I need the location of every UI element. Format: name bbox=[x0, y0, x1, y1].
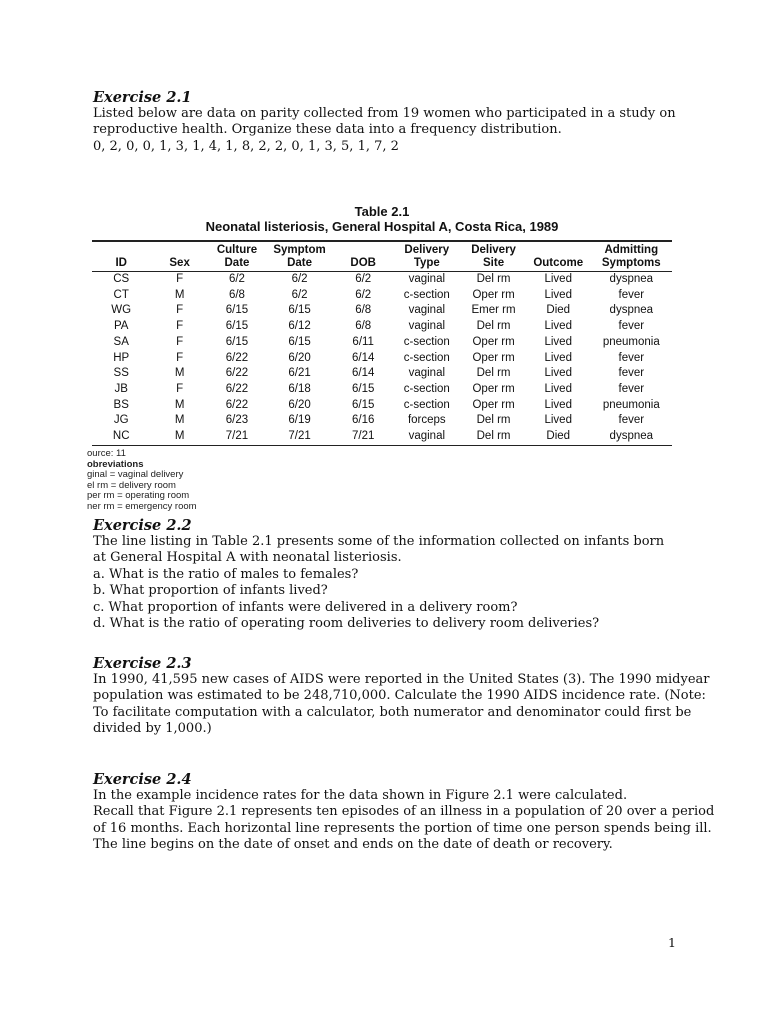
exercise-2-1-line: Listed below are data on parity collected from 19 women who participated in a study on bbox=[93, 106, 676, 121]
cell-culture-date: 6/15 bbox=[225, 304, 249, 317]
cell-sex: F bbox=[176, 273, 184, 285]
table-body bbox=[92, 272, 672, 446]
table-row bbox=[92, 351, 672, 367]
cell-dob: 6/11 bbox=[352, 335, 374, 348]
exercise-2-3-heading: Exercise 2.3 bbox=[93, 655, 192, 672]
cell-dob: 6/8 bbox=[355, 320, 372, 333]
exercise-2-1 bbox=[93, 89, 693, 155]
column-header-culture-date: Culture Date bbox=[216, 244, 258, 269]
cell-id: NC bbox=[112, 430, 130, 443]
question-a: a. What is the ratio of males to females? bbox=[93, 566, 359, 582]
cell-dob: 6/2 bbox=[355, 273, 372, 285]
cell-culture-date: 6/23 bbox=[225, 414, 249, 427]
cell-dob: 6/15 bbox=[351, 382, 375, 395]
cell-delivery-site: Oper rm bbox=[472, 351, 515, 364]
cell-sex: F bbox=[176, 382, 184, 395]
cell-sex: F bbox=[176, 351, 184, 364]
column-header-id: ID bbox=[115, 257, 127, 269]
cell-admitting-symptoms: dyspnea bbox=[609, 430, 654, 443]
column-header-delivery-site: Delivery Site bbox=[471, 244, 516, 269]
exercise-2-3-line: To facilitate computation with a calculator, both numerator and denominator could first be bbox=[93, 704, 692, 720]
cell-id: CT bbox=[113, 288, 129, 301]
exercise-2-3-line: divided by 1,000.) bbox=[93, 721, 212, 737]
exercise-2-3-line: population was estimated to be 248,710,000. Calculate the 1990 AIDS incidence rate. (Note: bbox=[93, 688, 706, 704]
cell-admitting-symptoms: fever bbox=[618, 288, 645, 301]
cell-symptom-date: 6/2 bbox=[291, 273, 308, 285]
cell-sex: F bbox=[176, 320, 184, 333]
cell-outcome: Lived bbox=[544, 335, 572, 348]
cell-outcome: Lived bbox=[544, 273, 572, 285]
exercise-2-4-line: The line begins on the date of onset and ends on the date of death or recovery. bbox=[93, 837, 613, 853]
table-row bbox=[92, 382, 672, 398]
column-header-dob: DOB bbox=[350, 257, 376, 269]
parity-data-line: 0, 2, 0, 0, 1, 3, 1, 4, 1, 8, 2, 2, 0, 1, 3, 5, 1, 7, 2 bbox=[93, 138, 399, 154]
cell-symptom-date: 6/18 bbox=[288, 382, 311, 395]
column-header-admitting-symptoms: Admitting Symptoms bbox=[601, 244, 661, 269]
cell-admitting-symptoms: fever bbox=[618, 351, 645, 364]
table-row bbox=[92, 366, 672, 382]
cell-admitting-symptoms: dyspnea bbox=[609, 304, 654, 317]
exercise-2-2-line: The line listing in Table 2.1 presents some of the information collected on infants born bbox=[93, 534, 665, 549]
table-row bbox=[92, 303, 672, 319]
table-row bbox=[92, 319, 672, 335]
cell-dob: 7/21 bbox=[351, 430, 375, 443]
cell-delivery-type: vaginal bbox=[408, 304, 446, 317]
cell-delivery-site: Oper rm bbox=[472, 382, 515, 395]
abbreviation-item: per rm = operating room bbox=[87, 490, 190, 501]
cell-sex: M bbox=[174, 414, 185, 427]
exercise-2-4-line: Recall that Figure 2.1 represents ten episodes of an illness in a population of 20 over a period bbox=[93, 804, 715, 820]
cell-symptom-date: 6/20 bbox=[288, 398, 311, 411]
cell-outcome: Died bbox=[546, 430, 571, 443]
cell-dob: 6/2 bbox=[355, 288, 372, 301]
table-row bbox=[92, 335, 672, 351]
exercise-2-3-line: In 1990, 41,595 new cases of AIDS were reported in the United States (3). The 1990 midyear bbox=[93, 672, 710, 687]
cell-id: WG bbox=[111, 304, 132, 317]
abbreviations-heading: obreviations bbox=[87, 458, 144, 470]
exercise-2-1-line: reproductive health. Organize these data into a frequency distribution. bbox=[93, 122, 562, 138]
cell-outcome: Lived bbox=[544, 382, 572, 395]
cell-dob: 6/16 bbox=[351, 414, 375, 427]
cell-symptom-date: 6/15 bbox=[288, 304, 311, 317]
table-source: ource: 11 bbox=[87, 448, 126, 459]
cell-symptom-date: 6/12 bbox=[288, 320, 311, 333]
cell-symptom-date: 6/21 bbox=[288, 367, 311, 380]
cell-id: SA bbox=[113, 335, 129, 348]
cell-sex: M bbox=[174, 367, 185, 380]
cell-symptom-date: 6/20 bbox=[288, 351, 311, 364]
cell-delivery-site: Emer rm bbox=[471, 304, 516, 317]
cell-admitting-symptoms: pneumonia bbox=[602, 398, 660, 411]
cell-culture-date: 6/22 bbox=[225, 382, 249, 395]
table-row bbox=[92, 413, 672, 429]
abbreviation-item: ner rm = emergency room bbox=[87, 500, 197, 512]
cell-id: JB bbox=[114, 382, 128, 395]
cell-delivery-type: c-section bbox=[403, 398, 450, 411]
abbreviation-item: el rm = delivery room bbox=[87, 479, 176, 491]
cell-delivery-type: vaginal bbox=[408, 273, 446, 285]
page-number: 1 bbox=[668, 935, 676, 950]
cell-culture-date: 6/22 bbox=[225, 351, 249, 364]
table-row bbox=[92, 429, 672, 445]
table-2-1 bbox=[92, 204, 672, 446]
cell-dob: 6/14 bbox=[351, 351, 375, 364]
table-row bbox=[92, 398, 672, 414]
cell-culture-date: 6/15 bbox=[225, 320, 249, 333]
question-d: d. What is the ratio of operating room deliveries to delivery room deliveries? bbox=[93, 616, 600, 632]
cell-culture-date: 6/22 bbox=[225, 367, 249, 380]
cell-sex: F bbox=[176, 335, 184, 348]
cell-id: PA bbox=[113, 320, 129, 333]
exercise-2-4-heading: Exercise 2.4 bbox=[93, 771, 192, 788]
cell-delivery-site: Oper rm bbox=[472, 335, 515, 348]
cell-delivery-site: Oper rm bbox=[472, 398, 515, 411]
cell-admitting-symptoms: fever bbox=[618, 320, 645, 333]
cell-delivery-type: forceps bbox=[407, 414, 446, 427]
exercise-2-4-line: of 16 months. Each horizontal line represents the portion of time one person spends being ill. bbox=[93, 820, 712, 836]
column-header-sex: Sex bbox=[169, 257, 190, 269]
table-row bbox=[92, 272, 672, 288]
cell-admitting-symptoms: fever bbox=[618, 367, 645, 380]
column-header-delivery-type: Delivery Type bbox=[404, 244, 450, 269]
exercise-2-4 bbox=[93, 771, 715, 854]
column-header-outcome: Outcome bbox=[533, 257, 584, 269]
exercise-2-3 bbox=[93, 655, 710, 738]
cell-culture-date: 6/2 bbox=[228, 273, 245, 285]
exercise-2-4-line: In the example incidence rates for the data shown in Figure 2.1 were calculated. bbox=[93, 788, 628, 803]
cell-outcome: Lived bbox=[544, 398, 572, 411]
cell-id: CS bbox=[113, 273, 130, 285]
cell-id: SS bbox=[113, 367, 129, 380]
cell-culture-date: 6/15 bbox=[225, 335, 249, 348]
cell-delivery-type: vaginal bbox=[408, 367, 446, 380]
exercise-2-2-heading: Exercise 2.2 bbox=[93, 517, 192, 534]
cell-dob: 6/14 bbox=[351, 367, 375, 380]
cell-sex: M bbox=[174, 430, 185, 443]
table-notes bbox=[87, 449, 197, 512]
cell-admitting-symptoms: pneumonia bbox=[602, 335, 660, 348]
cell-culture-date: 6/22 bbox=[225, 398, 249, 411]
cell-admitting-symptoms: fever bbox=[618, 414, 645, 427]
cell-delivery-type: c-section bbox=[403, 335, 450, 348]
cell-culture-date: 6/8 bbox=[228, 288, 245, 301]
cell-culture-date: 7/21 bbox=[225, 430, 249, 443]
cell-sex: F bbox=[176, 304, 184, 317]
cell-symptom-date: 6/15 bbox=[288, 335, 311, 348]
cell-id: HP bbox=[113, 351, 130, 364]
line-listing-table bbox=[92, 240, 672, 446]
cell-sex: M bbox=[174, 288, 185, 301]
cell-delivery-site: Del rm bbox=[476, 273, 511, 285]
cell-dob: 6/15 bbox=[351, 398, 375, 411]
cell-outcome: Lived bbox=[544, 414, 572, 427]
cell-admitting-symptoms: dyspnea bbox=[609, 273, 654, 285]
question-c: c. What proportion of infants were delivered in a delivery room? bbox=[93, 599, 518, 615]
cell-outcome: Lived bbox=[544, 288, 572, 301]
exercise-2-2-line: at General Hospital A with neonatal listeriosis. bbox=[93, 550, 402, 566]
cell-symptom-date: 6/2 bbox=[291, 288, 308, 301]
table-subtitle: Neonatal listeriosis, General Hospital A, Costa Rica, 1989 bbox=[205, 219, 559, 234]
table-row bbox=[92, 288, 672, 304]
cell-delivery-site: Del rm bbox=[476, 367, 511, 380]
table-title: Table 2.1 bbox=[354, 204, 410, 219]
cell-outcome: Lived bbox=[544, 320, 572, 333]
exercise-2-2 bbox=[93, 517, 693, 632]
cell-outcome: Lived bbox=[544, 367, 572, 380]
cell-symptom-date: 7/21 bbox=[288, 430, 311, 443]
cell-admitting-symptoms: fever bbox=[618, 382, 645, 395]
abbreviation-item: ginal = vaginal delivery bbox=[87, 469, 184, 480]
cell-id: JG bbox=[113, 414, 129, 427]
cell-delivery-site: Del rm bbox=[476, 320, 511, 333]
cell-delivery-site: Oper rm bbox=[472, 288, 515, 301]
cell-sex: M bbox=[174, 398, 185, 411]
column-header-symptom-date: Symptom Date bbox=[273, 244, 326, 269]
cell-delivery-type: vaginal bbox=[408, 320, 446, 333]
cell-delivery-site: Del rm bbox=[476, 414, 511, 427]
exercise-2-1-heading: Exercise 2.1 bbox=[93, 89, 192, 106]
cell-id: BS bbox=[113, 398, 129, 411]
cell-symptom-date: 6/19 bbox=[288, 414, 311, 427]
cell-delivery-site: Del rm bbox=[476, 430, 511, 443]
cell-delivery-type: c-section bbox=[403, 382, 450, 395]
cell-dob: 6/8 bbox=[355, 304, 372, 317]
cell-outcome: Lived bbox=[544, 351, 572, 364]
cell-delivery-type: c-section bbox=[403, 351, 450, 364]
cell-outcome: Died bbox=[546, 304, 571, 317]
cell-delivery-type: vaginal bbox=[408, 430, 446, 443]
table-header-row bbox=[92, 241, 672, 272]
question-b: b. What proportion of infants lived? bbox=[93, 583, 328, 599]
cell-delivery-type: c-section bbox=[403, 288, 450, 301]
